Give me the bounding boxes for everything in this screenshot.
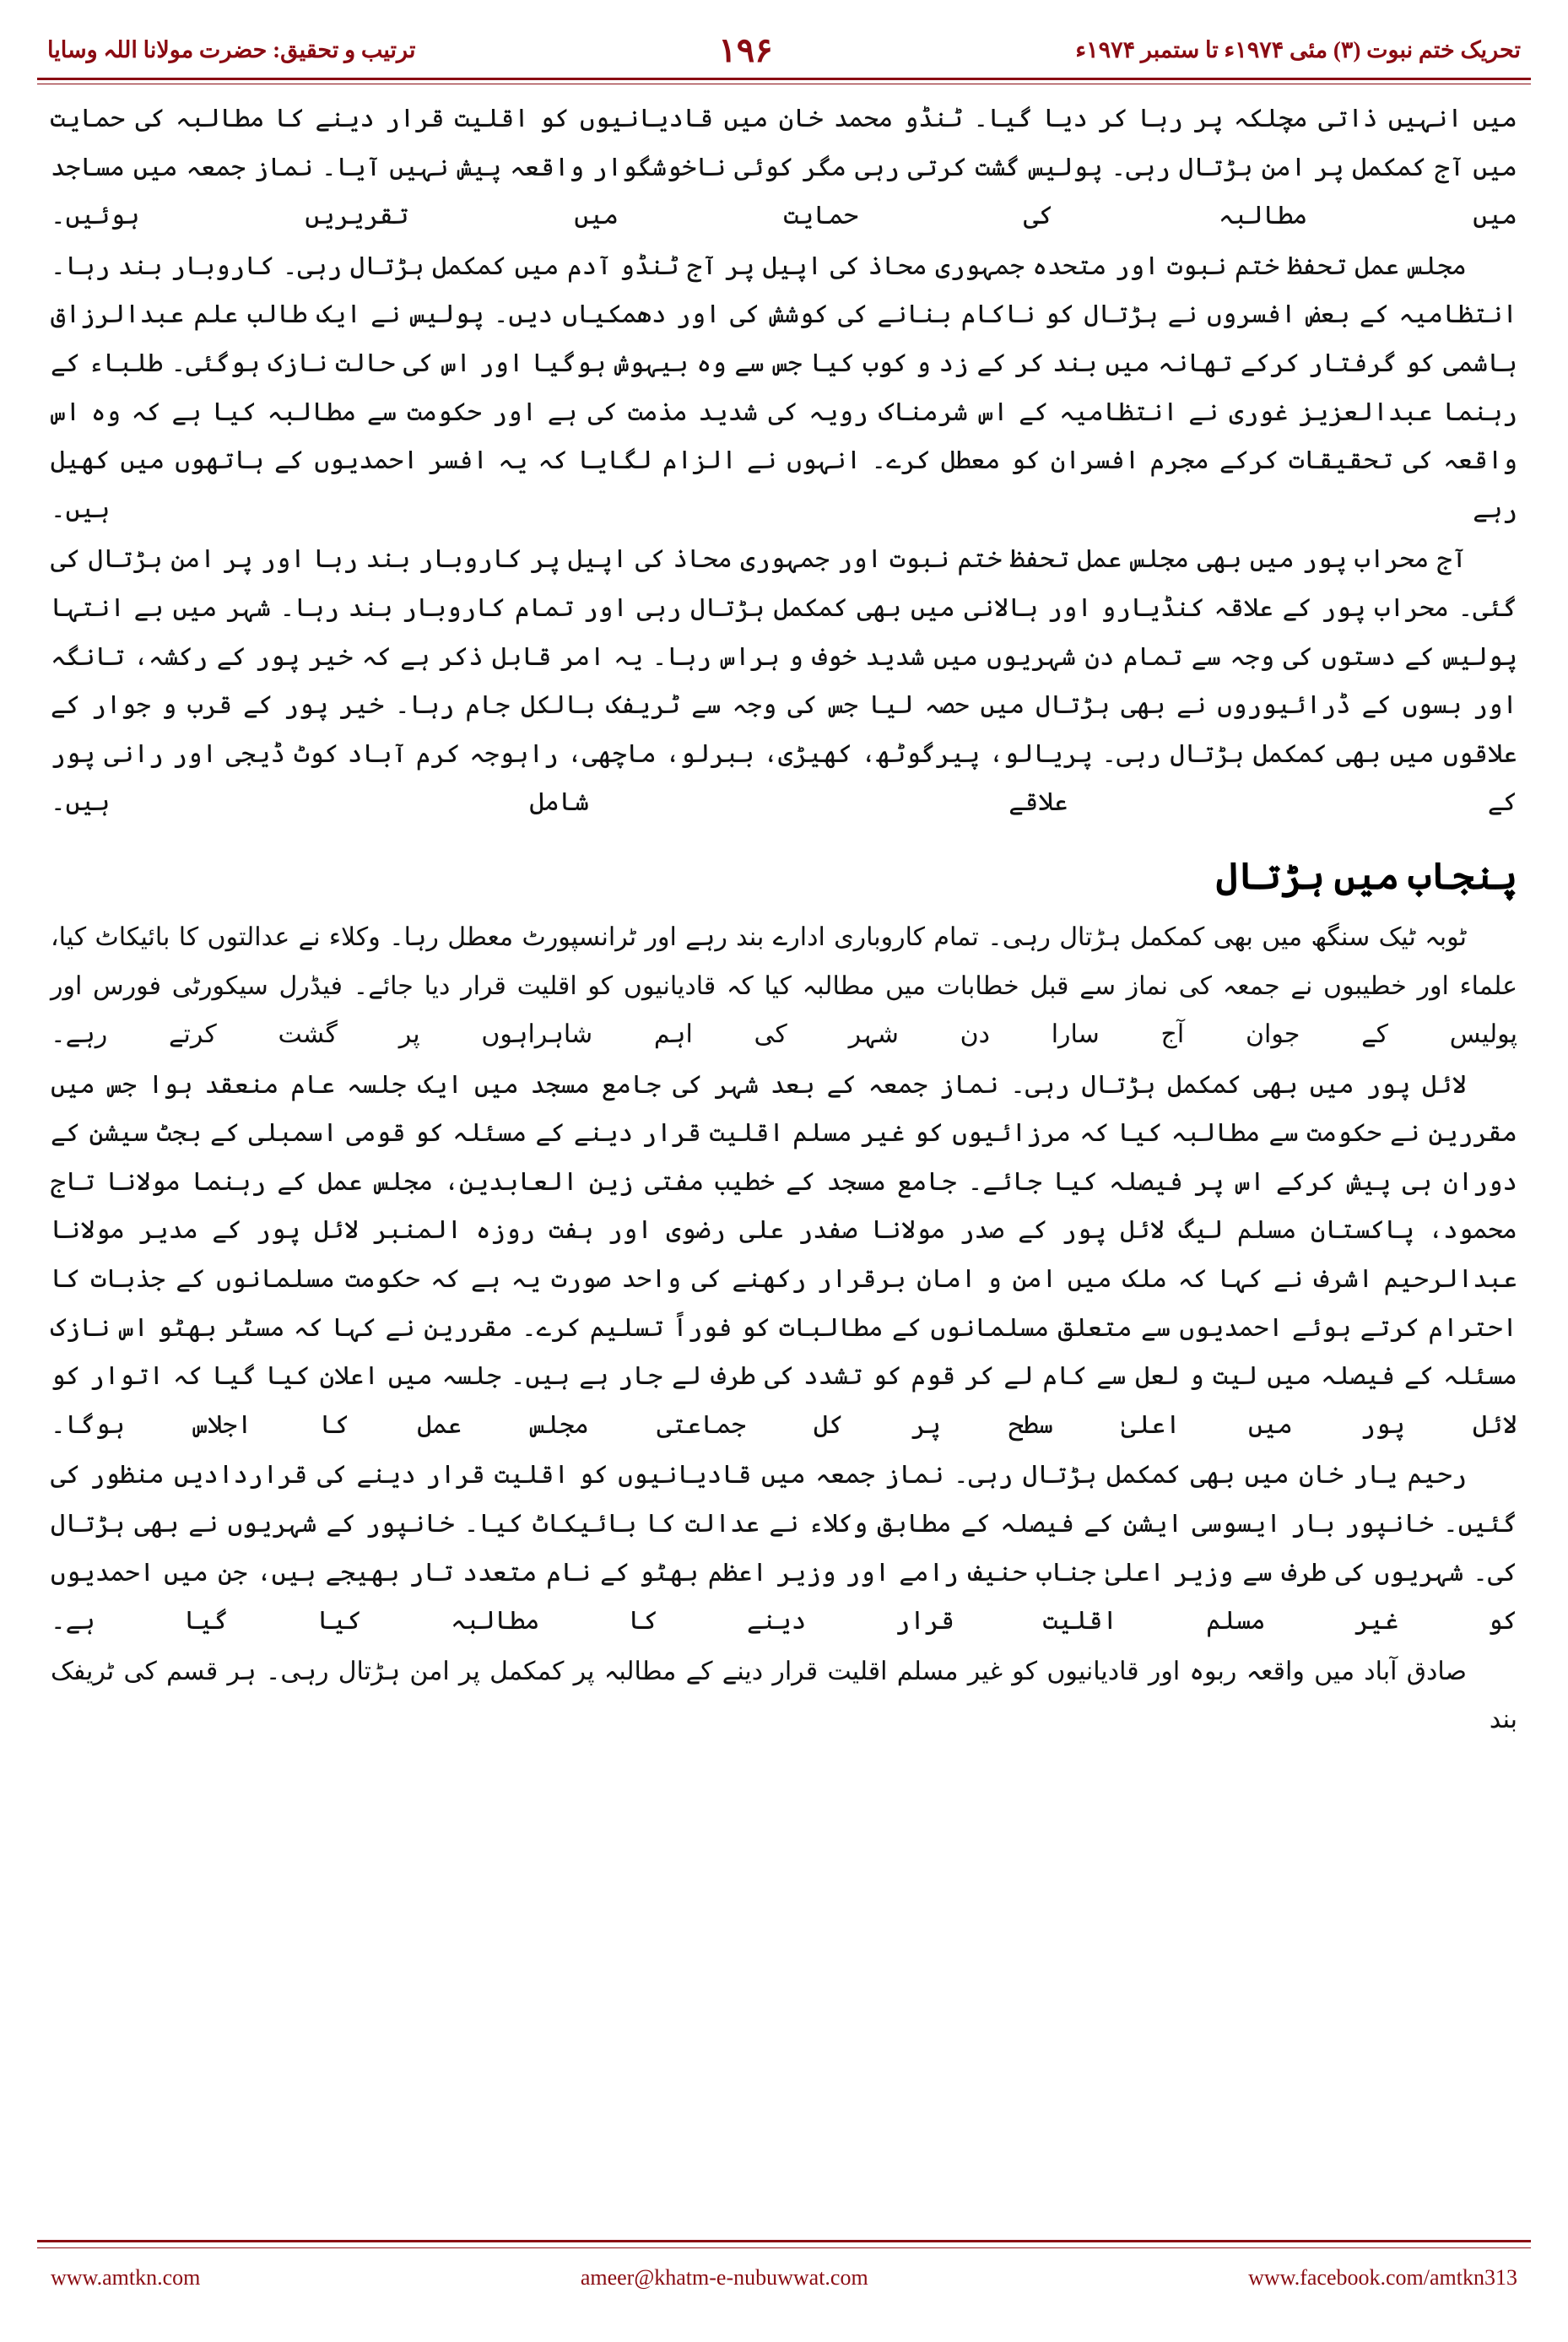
paragraph: میں انہیں ذاتی مچلکہ پر رہا کر دیا گیا۔ ٹنڈو محمد خان میں قادیانیوں کو اقلیت قرار دینے کا مطالبہ کی حمایت میں آج کمکمل پر امن ہڑتال رہی۔ پولیس گشت کرتی رہی مگر کوئی ناخوشگوار واقعہ پیش نہیں آیا۔ نماز جمعہ میں مساجد میں مطالبہ کی حمایت میں تقریریں ہوئیں۔ — [51, 105, 1518, 230]
page-footer — [51, 2258, 1517, 2298]
paragraph: مجلس عمل تحفظ ختم نبوت اور متحدہ جمہوری محاذ کی اپیل پر آج ٹنڈو آدم میں کمکمل ہڑتال رہی۔ کاروبار بند رہا۔ انتظامیہ کے بعض افسروں نے ہڑتال کو ناکام بنانے کی کوشش کی اور دھمکیاں دیں۔ پولیس نے ایک طالب علم عبدالرزاق ہاشمی کو گرفتار کرکے تھانہ میں بند کر کے زد و کوب کیا جس سے وہ بیہوش ہوگیا اور اس کی حالت نازک ہوگئی۔ طلباء کے رہنما عبدالعزیز غوری نے انتظامیہ کے اس شرمناک رویہ کی شدید مذمت کی ہے اور حکومت سے مطالبہ کیا ہے کہ وہ اس واقعہ کی تحقیقات کرکے مجرم افسران کو معطل کرے۔ انہوں نے الزام لگایا کہ یہ افسر احمدیوں کے ہاتھوں میں کھیل رہے ہیں۔ — [51, 252, 1518, 523]
header-book-title: تحریک ختم نبوت (۳) مئی ۱۹۷۴ء تا ستمبر ۱۹۷۴ء — [1075, 36, 1521, 62]
paragraph: ٹوبہ ٹیک سنگھ میں بھی کمکمل ہڑتال رہی۔ تمام کاروباری ادارے بند رہے اور ٹرانسپورٹ معطل رہا۔ وکلاء نے عدالتوں کا بائیکاٹ کیا، علماء اور خطیبوں نے جمعہ کی نماز سے قبل خطابات میں مطالبہ کیا کہ قادیانیوں کو اقلیت قرار دیا جائے۔ فیڈرل سیکورٹی فورس اور پولیس کے جوان آج سارا دن شہر کی اہم شاہراہوں پر گشت کرتے رہے۔ — [51, 922, 1518, 1049]
section-heading: پنجاب میں ہڑتال — [1215, 855, 1517, 897]
paragraph: رحیم یار خان میں بھی کمکمل ہڑتال رہی۔ نماز جمعہ میں قادیانیوں کو اقلیت قرار دینے کی قراردادیں منظور کی گئیں۔ خانپور بار ایسوسی ایشن کے فیصلہ کے مطابق وکلاء نے عدالت کا بائیکاٹ کیا۔ خانپور کے شہریوں نے بھی ہڑتال کی۔ شہریوں کی طرف سے وزیر اعلیٰ جناب حنیف رامے اور وزیر اعظم بھٹو کے نام متعدد تار بھیجے ہیں، جن میں احمدیوں کو غیر مسلم اقلیت قرار دینے کا مطالبہ کیا گیا ہے۔ — [51, 1461, 1518, 1636]
page-number: ۱۹۶ — [718, 30, 773, 69]
footer-divider-thick — [37, 2240, 1531, 2242]
paragraph: آج محراب پور میں بھی مجلس عمل تحفظ ختم نبوت اور جمہوری محاذ کی اپیل پر کاروبار بند رہا اور پر امن ہڑتال کی گئی۔ محراب پور کے علاقہ کنڈیارو اور ہالانی میں بھی کمکمل ہڑتال رہی اور تمام کاروبار بند رہا۔ شہر میں بے انتہا پولیس کے دستوں کی وجہ سے تمام دن شہریوں میں شدید خوف و ہراس رہا۔ یہ امر قابل ذکر ہے کہ خیر پور کے رکشہ، تانگہ اور بسوں کے ڈرائیوروں نے بھی ہڑتال میں حصہ لیا جس کی وجہ سے ٹریفک بالکل جام رہا۔ خیر پور کے قرب و جوار کے علاقوں میں بھی کمکمل ہڑتال رہی۔ پریالو، پیرگوٹھ، کھیڑی، ببرلو، ماچھی، راہوجہ کرم آباد کوٹ ڈیجی اور رانی پور کے علاقے شامل ہیں۔ — [51, 545, 1518, 817]
paragraph: لائل پور میں بھی کمکمل ہڑتال رہی۔ نماز جمعہ کے بعد شہر کی جامع مسجد میں ایک جلسہ عام منعقد ہوا جس میں مقررین نے حکومت سے مطالبہ کیا کہ مرزائیوں کو غیر مسلم اقلیت قرار دینے کے مسئلہ کو قومی اسمبلی کے بجٹ سیشن کے دوران ہی پیش کرکے اس پر فیصلہ کیا جائے۔ جامع مسجد کے خطیب مفتی زین العابدین، مجلس عمل کے رہنما مولانا تاج محمود، پاکستان مسلم لیگ لائل پور کے صدر مولانا صفدر علی رضوی اور ہفت روزہ المنبر لائل پور کے مدیر مولانا عبدالرحیم اشرف نے کہا کہ ملک میں امن و امان برقرار رکھنے کی واحد صورت یہ ہے کہ حکومت مسلمانوں کے جذبات کا احترام کرتے ہوئے احمدیوں سے متعلق مسلمانوں کے مطالبات کو فوراً تسلیم کرے۔ مقررین نے کہا کہ مسٹر بھٹو اس نازک مسئلہ کے فیصلہ میں لیت و لعل سے کام لے کر قوم کو تشدد کی طرف لے جار ہے ہیں۔ جلسہ میں اعلان کیا گیا کہ اتوار کو لائل پور میں اعلیٰ سطح پر کل جماعتی مجلس عمل کا اجلاس ہوگا۔ — [51, 1070, 1518, 1439]
header-divider-thick — [37, 78, 1531, 80]
page-body — [51, 95, 1517, 2215]
page-header — [47, 24, 1521, 76]
footer-email-link[interactable]: ameer@khatm-e-nubuwwat.com — [580, 2265, 868, 2290]
paragraph: صادق آباد میں واقعہ ربوہ اور قادیانیوں کو غیر مسلم اقلیت قرار دینے کے مطالبہ پر کمکمل پر امن ہڑتال رہی۔ ہر قسم کی ٹریفک بند — [51, 1657, 1517, 1734]
footer-divider-thin — [37, 2247, 1531, 2248]
footer-website-link[interactable]: www.amtkn.com — [51, 2265, 201, 2290]
footer-facebook-link[interactable]: www.facebook.com/amtkn313 — [1248, 2265, 1517, 2290]
header-author-credit: ترتیب و تحقیق: حضرت مولانا اللہ وسایا — [47, 36, 416, 62]
